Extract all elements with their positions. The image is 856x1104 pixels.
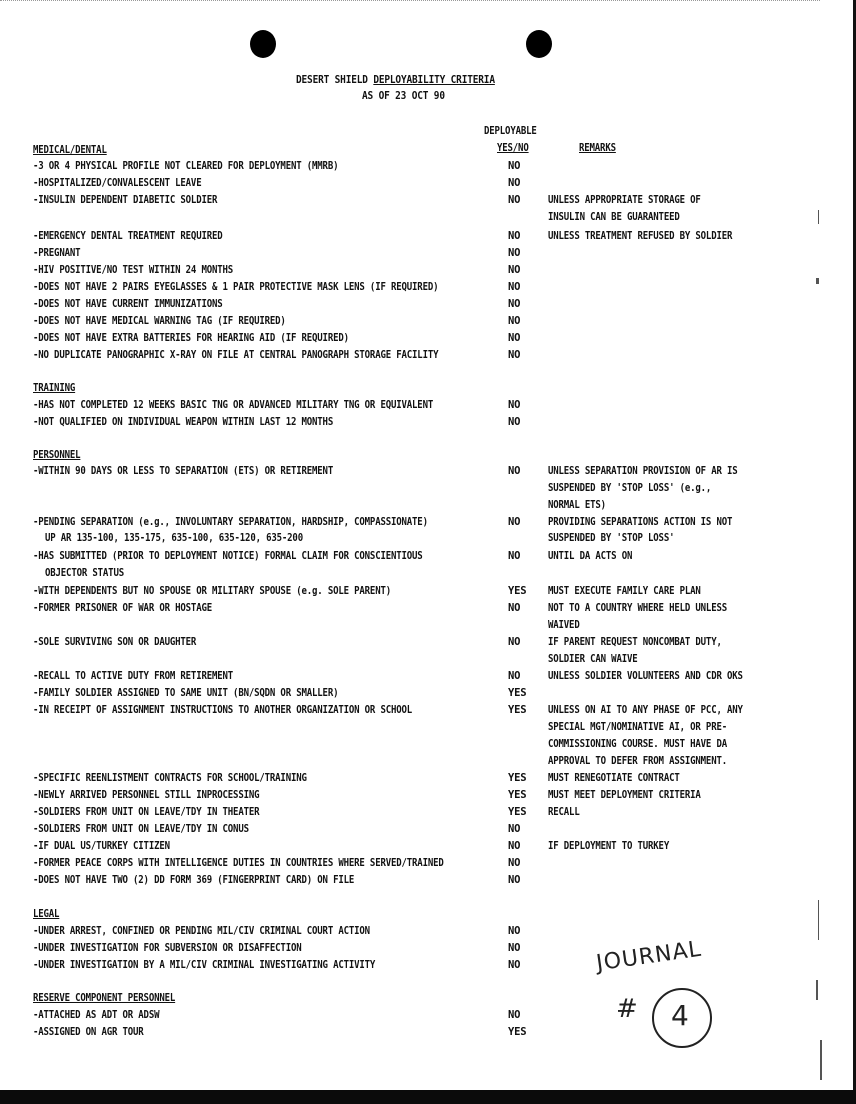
section-training: TRAINING — [33, 382, 76, 394]
deployable-value: NO — [508, 416, 521, 428]
deployable-value: NO — [508, 281, 521, 293]
section-legal: LEGAL — [33, 908, 60, 920]
criterion-label: -DOES NOT HAVE MEDICAL WARNING TAG (IF REQUIRED) — [33, 315, 286, 327]
remark-text: RECALL — [548, 806, 580, 818]
deployable-value: YES — [508, 687, 527, 699]
deployable-value: NO — [508, 160, 521, 172]
criterion-label: -UNDER ARREST, CONFINED OR PENDING MIL/CIV CRIMINAL COURT ACTION — [33, 925, 370, 937]
remark-text: NOT TO A COUNTRY WHERE HELD UNLESS — [548, 602, 728, 614]
handwritten-hash: # — [616, 994, 639, 1024]
criterion-label: -WITHIN 90 DAYS OR LESS TO SEPARATION (ETS) OR RETIREMENT — [33, 465, 334, 477]
deployable-value: NO — [508, 874, 521, 886]
remark-text: SUSPENDED BY 'STOP LOSS' (e.g., — [548, 482, 712, 494]
criterion-label: -DOES NOT HAVE 2 PAIRS EYEGLASSES & 1 PAIR PROTECTIVE MASK LENS (IF REQUIRED) — [33, 281, 439, 293]
deployable-value: NO — [508, 857, 521, 869]
criterion-label: -INSULIN DEPENDENT DIABETIC SOLDIER — [33, 194, 218, 206]
deployable-value: NO — [508, 177, 521, 189]
deployable-value: YES — [508, 704, 527, 716]
criterion-label: -FAMILY SOLDIER ASSIGNED TO SAME UNIT (BN/SQDN OR SMALLER) — [33, 687, 339, 699]
deployable-value: YES — [508, 806, 527, 818]
criterion-label: -DOES NOT HAVE CURRENT IMMUNIZATIONS — [33, 298, 223, 310]
criterion-label: -FORMER PEACE CORPS WITH INTELLIGENCE DUTIES IN COUNTRIES WHERE SERVED/TRAINED — [33, 857, 444, 869]
deployable-value: NO — [508, 349, 521, 361]
deployable-value: NO — [508, 230, 521, 242]
criterion-label: -IF DUAL US/TURKEY CITIZEN — [33, 840, 170, 852]
section-reserve-component: RESERVE COMPONENT PERSONNEL — [33, 992, 176, 1004]
title-underlined: DEPLOYABILITY CRITERIA — [373, 73, 495, 86]
document-title: DESERT SHIELD DEPLOYABILITY CRITERIA — [296, 73, 495, 86]
header-deployable: DEPLOYABLE — [484, 125, 537, 137]
deployable-value: NO — [508, 602, 521, 614]
criterion-label: -NOT QUALIFIED ON INDIVIDUAL WEAPON WITHIN LAST 12 MONTHS — [33, 416, 334, 428]
deployable-value: NO — [508, 925, 521, 937]
header-remarks: REMARKS — [579, 142, 616, 154]
punch-hole-right — [526, 30, 552, 58]
remark-text: UNLESS APPROPRIATE STORAGE OF — [548, 194, 701, 206]
remark-text: MUST RENEGOTIATE CONTRACT — [548, 772, 680, 784]
deployable-value: NO — [508, 959, 521, 971]
remark-text: PROVIDING SEPARATIONS ACTION IS NOT — [548, 516, 733, 528]
criterion-label: -IN RECEIPT OF ASSIGNMENT INSTRUCTIONS TO ANOTHER ORGANIZATION OR SCHOOL — [33, 704, 413, 716]
deployable-value: NO — [508, 670, 521, 682]
scan-speck — [818, 210, 819, 224]
deployable-value: NO — [508, 465, 521, 477]
criterion-label: -HAS SUBMITTED (PRIOR TO DEPLOYMENT NOTICE) FORMAL CLAIM FOR CONSCIENTIOUS — [33, 550, 423, 562]
criterion-label: -PREGNANT — [33, 247, 81, 259]
deployable-value: NO — [508, 399, 521, 411]
deployable-value: NO — [508, 194, 521, 206]
criterion-label: -WITH DEPENDENTS BUT NO SPOUSE OR MILITARY SPOUSE (e.g. SOLE PARENT) — [33, 585, 391, 597]
remark-text: NORMAL ETS) — [548, 499, 606, 511]
header-yes-no: YES/NO — [497, 142, 529, 154]
deployable-value: YES — [508, 772, 527, 784]
remark-text: UNLESS SEPARATION PROVISION OF AR IS — [548, 465, 738, 477]
deployable-value: YES — [508, 1026, 527, 1038]
deployable-value: NO — [508, 636, 521, 648]
criterion-label: -EMERGENCY DENTAL TREATMENT REQUIRED — [33, 230, 223, 242]
remark-text: UNLESS SOLDIER VOLUNTEERS AND CDR OKS — [548, 670, 743, 682]
deployable-value: NO — [508, 247, 521, 259]
remark-text: IF PARENT REQUEST NONCOMBAT DUTY, — [548, 636, 722, 648]
scan-top-edge — [0, 0, 820, 3]
deployable-value: NO — [508, 1009, 521, 1021]
deployable-value: NO — [508, 550, 521, 562]
criterion-label: -SOLDIERS FROM UNIT ON LEAVE/TDY IN THEATER — [33, 806, 260, 818]
criterion-label: -UNDER INVESTIGATION FOR SUBVERSION OR DISAFFECTION — [33, 942, 302, 954]
deployable-value: YES — [508, 585, 527, 597]
punch-hole-left — [250, 30, 276, 58]
scan-speck — [818, 900, 819, 940]
criterion-label: -RECALL TO ACTIVE DUTY FROM RETIREMENT — [33, 670, 234, 682]
deployable-value: NO — [508, 332, 521, 344]
criterion-label: -UNDER INVESTIGATION BY A MIL/CIV CRIMINAL INVESTIGATING ACTIVITY — [33, 959, 376, 971]
criterion-label: -SPECIFIC REENLISTMENT CONTRACTS FOR SCHOOL/TRAINING — [33, 772, 307, 784]
remark-text: UNTIL DA ACTS ON — [548, 550, 633, 562]
remark-text: IF DEPLOYMENT TO TURKEY — [548, 840, 670, 852]
handwritten-number: 4 — [671, 999, 690, 1032]
criterion-label: -ASSIGNED ON AGR TOUR — [33, 1026, 144, 1038]
remark-text: APPROVAL TO DEFER FROM ASSIGNMENT. — [548, 755, 728, 767]
criterion-label-continued: UP AR 135-100, 135-175, 635-100, 635-120, 635-200 — [45, 532, 303, 544]
criterion-label: -NO DUPLICATE PANOGRAPHIC X-RAY ON FILE AT CENTRAL PANOGRAPH STORAGE FACILITY — [33, 349, 439, 361]
deployable-value: NO — [508, 942, 521, 954]
criterion-label: -FORMER PRISONER OF WAR OR HOSTAGE — [33, 602, 213, 614]
section-medical-dental: MEDICAL/DENTAL — [33, 144, 107, 156]
remark-text: UNLESS ON AI TO ANY PHASE OF PCC, ANY — [548, 704, 743, 716]
criterion-label: -PENDING SEPARATION (e.g., INVOLUNTARY SEPARATION, HARDSHIP, COMPASSIONATE) — [33, 516, 428, 528]
remark-text: SOLDIER CAN WAIVE — [548, 653, 638, 665]
document-date: AS OF 23 OCT 90 — [362, 89, 445, 102]
remark-text: MUST MEET DEPLOYMENT CRITERIA — [548, 789, 701, 801]
remark-text: WAIVED — [548, 619, 580, 631]
handwritten-journal: JOURNAL — [594, 936, 704, 977]
criterion-label: -HAS NOT COMPLETED 12 WEEKS BASIC TNG OR ADVANCED MILITARY TNG OR EQUIVALENT — [33, 399, 434, 411]
remark-text: MUST EXECUTE FAMILY CARE PLAN — [548, 585, 701, 597]
deployable-value: NO — [508, 315, 521, 327]
remark-text: UNLESS TREATMENT REFUSED BY SOLDIER — [548, 230, 733, 242]
deployable-value: NO — [508, 298, 521, 310]
criterion-label: -DOES NOT HAVE EXTRA BATTERIES FOR HEARING AID (IF REQUIRED) — [33, 332, 349, 344]
deployable-value: NO — [508, 823, 521, 835]
scan-speck — [816, 278, 819, 284]
criterion-label: -SOLE SURVIVING SON OR DAUGHTER — [33, 636, 197, 648]
deployable-value: YES — [508, 789, 527, 801]
criterion-label: -DOES NOT HAVE TWO (2) DD FORM 369 (FINGERPRINT CARD) ON FILE — [33, 874, 355, 886]
remark-text: COMMISSIONING COURSE. MUST HAVE DA — [548, 738, 728, 750]
deployable-value: NO — [508, 516, 521, 528]
remark-text: INSULIN CAN BE GUARANTEED — [548, 211, 680, 223]
scan-speck — [816, 980, 818, 1000]
deployable-value: NO — [508, 264, 521, 276]
criterion-label: -HOSPITALIZED/CONVALESCENT LEAVE — [33, 177, 202, 189]
scan-bottom-edge — [0, 1090, 856, 1104]
criterion-label: -SOLDIERS FROM UNIT ON LEAVE/TDY IN CONUS — [33, 823, 249, 835]
criterion-label: -3 OR 4 PHYSICAL PROFILE NOT CLEARED FOR DEPLOYMENT (MMRB) — [33, 160, 339, 172]
remark-text: SPECIAL MGT/NOMINATIVE AI, OR PRE- — [548, 721, 728, 733]
criterion-label: -NEWLY ARRIVED PERSONNEL STILL INPROCESSING — [33, 789, 260, 801]
remark-text: SUSPENDED BY 'STOP LOSS' — [548, 532, 675, 544]
scan-speck — [820, 1040, 822, 1080]
deployable-value: NO — [508, 840, 521, 852]
criterion-label-continued: OBJECTOR STATUS — [45, 567, 124, 579]
section-personnel: PERSONNEL — [33, 449, 81, 461]
criterion-label: -ATTACHED AS ADT OR ADSW — [33, 1009, 160, 1021]
criterion-label: -HIV POSITIVE/NO TEST WITHIN 24 MONTHS — [33, 264, 234, 276]
